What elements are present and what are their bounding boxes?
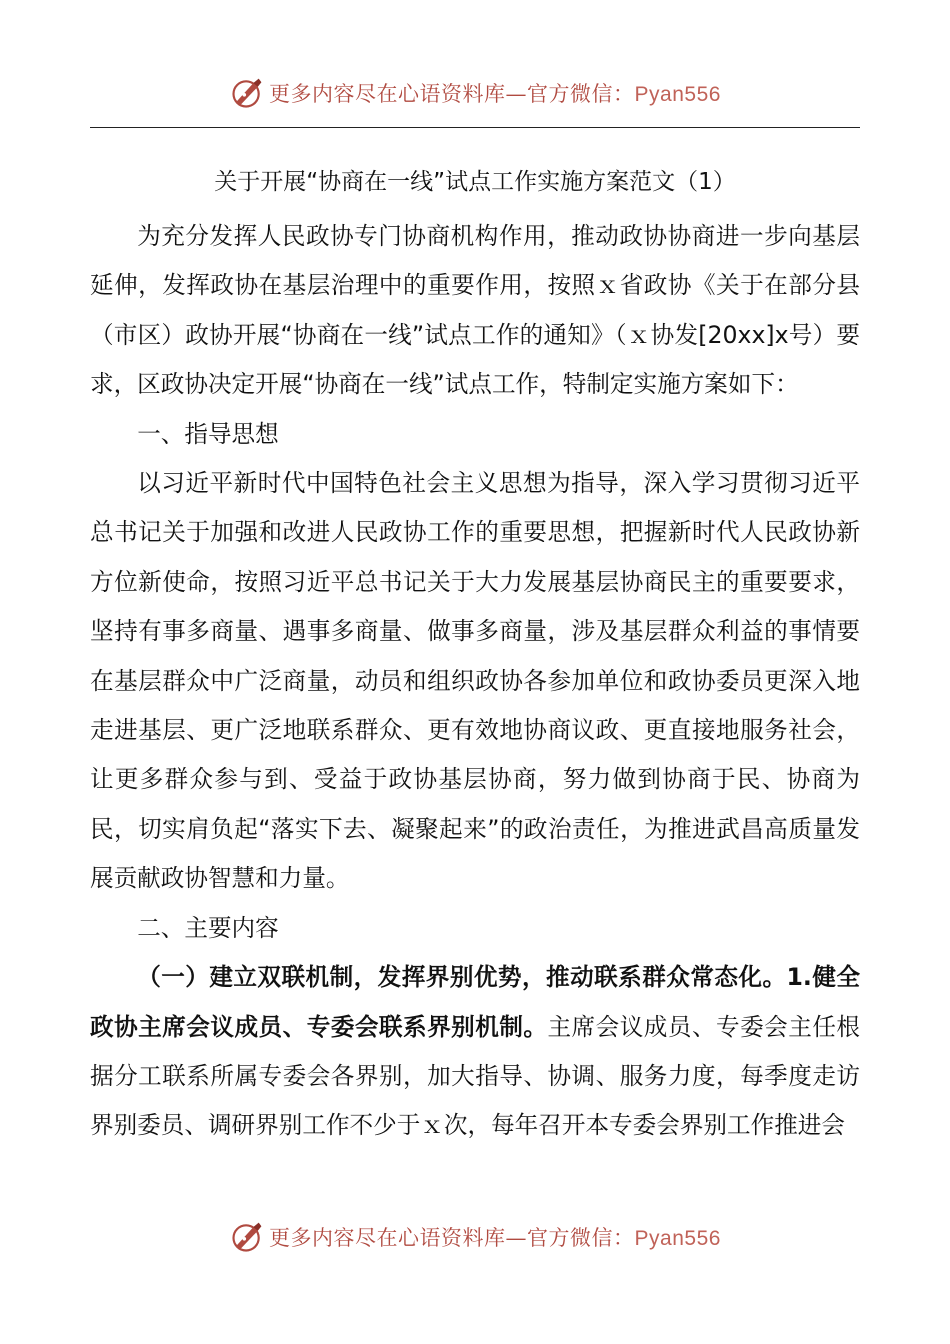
section-2-text: 主席会议成员、专委会主任根据分工联系所属专委会各界别，加大指导、协调、服务力度，每季度走访界别委员、调研界别工作不少于ｘ次，每年召开本专委会界别工作推进会 (90, 1012, 861, 1140)
footer-banner-text (269, 1222, 721, 1252)
section-2-bold-lead: （一）建立双联机制，发挥界别优势，推动联系群众常态化。1.健全政协主席会议成员、专委会联系界别机制。 (90, 963, 860, 1041)
section-2-paragraph (90, 953, 860, 1151)
section-1-heading: 一、指导思想 (137, 419, 279, 448)
page-header-banner (0, 70, 950, 116)
footer-banner-wx-label: 官方微信： (527, 1226, 635, 1250)
document-body (90, 212, 860, 1151)
header-banner-sep: — (505, 82, 528, 106)
footer-banner-main: 更多内容尽在心语资料库 (269, 1226, 506, 1250)
footer-banner-sep: — (505, 1226, 528, 1250)
pen-nib-circle-icon (229, 1219, 265, 1255)
document-title: 关于开展“协商在一线”试点工作实施方案范文（1） (214, 169, 736, 195)
footer-banner-wx-id: Pyan556 (634, 1227, 721, 1250)
header-banner-wx-id: Pyan556 (634, 83, 721, 106)
header-banner-text (269, 78, 721, 108)
header-banner-wx-label: 官方微信： (527, 82, 635, 106)
page-footer-banner (0, 1214, 950, 1260)
header-banner-main: 更多内容尽在心语资料库 (269, 82, 506, 106)
section-1-paragraph: 以习近平新时代中国特色社会主义思想为指导，深入学习贯彻习近平总书记关于加强和改进人民政协工作的重要思想，把握新时代人民政协新方位新使命，按照习近平总书记关于大力发展基层协商民主的重要要求，坚持有事多商量、遇事多商量、做事多商量，涉及基层群众利益的事情要在基层群众中广泛商量，动员和组织政协各参加单位和政协委员更深入地走进基层、更广泛地联系群众、更有效地协商议政、更直接地服务社会，让更多群众参与到、受益于政协基层协商，努力做到协商于民、协商为民，切实肩负起“落实下去、凝聚起来”的政治责任，为推进武昌高质量发展贡献政协智慧和力量。 (90, 469, 860, 893)
section-2-heading: 二、主要内容 (137, 913, 279, 942)
header-divider (90, 127, 860, 128)
pen-nib-circle-icon (229, 75, 265, 111)
intro-paragraph: 为充分发挥人民政协专门协商机构作用，推动政协协商进一步向基层延伸，发挥政协在基层治理中的重要作用，按照ｘ省政协《关于在部分县（市区）政协开展“协商在一线”试点工作的通知》（ｘ协发[20xx]x号）要求，区政协决定开展“协商在一线”试点工作，特制定实施方案如下： (90, 222, 860, 399)
